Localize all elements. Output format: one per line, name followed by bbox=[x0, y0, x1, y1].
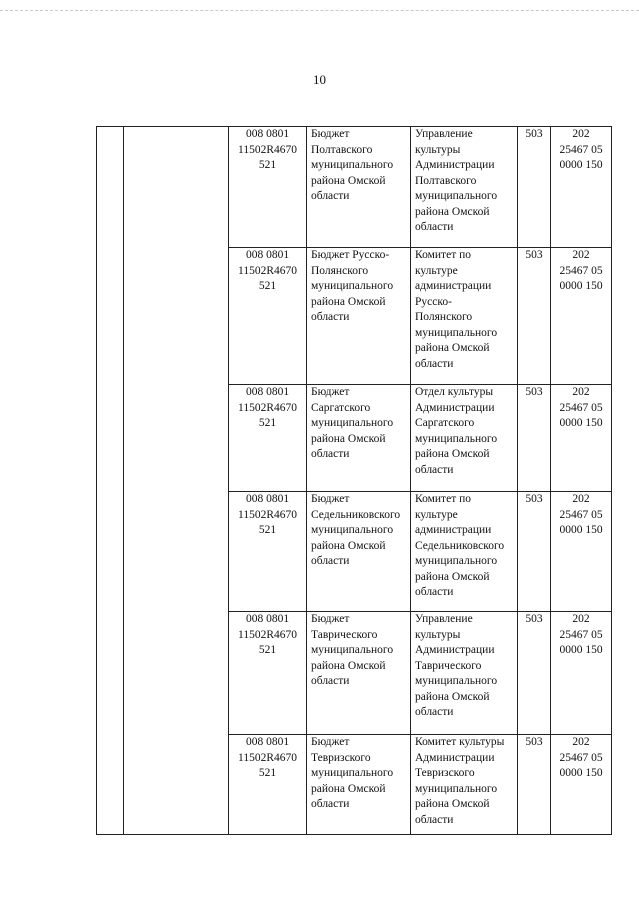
number-cell: 503 bbox=[518, 735, 551, 835]
number-cell: 503 bbox=[518, 612, 551, 735]
kbk-cell: 202 25467 05 0000 150 bbox=[551, 385, 612, 492]
budget-name-cell: Бюджет Тевризского муниципального района Омской области bbox=[307, 735, 411, 835]
administrator-cell: Управление культуры Администрации Таврического муниципального района Омской области bbox=[411, 612, 518, 735]
number-cell: 503 bbox=[518, 385, 551, 492]
number-cell: 503 bbox=[518, 492, 551, 612]
budget-table bbox=[96, 126, 612, 835]
administrator-cell: Комитет культуры Администрации Тевризского муниципального района Омской области bbox=[411, 735, 518, 835]
budget-name-cell: Бюджет Полтавского муниципального района Омской области bbox=[307, 127, 411, 248]
code-cell: 008 0801 11502R4670 521 bbox=[229, 248, 307, 385]
code-cell: 008 0801 11502R4670 521 bbox=[229, 492, 307, 612]
kbk-cell: 202 25467 05 0000 150 bbox=[551, 735, 612, 835]
table-row bbox=[97, 127, 612, 248]
empty-cell-left bbox=[97, 127, 124, 835]
administrator-cell: Управление культуры Администрации Полтавского муниципального района Омской области bbox=[411, 127, 518, 248]
empty-cell-wide bbox=[124, 127, 229, 835]
administrator-cell: Комитет по культуре администрации Русско- Полянского муниципального района Омской области bbox=[411, 248, 518, 385]
number-cell: 503 bbox=[518, 127, 551, 248]
budget-name-cell: Бюджет Саргатского муниципального района Омской области bbox=[307, 385, 411, 492]
kbk-cell: 202 25467 05 0000 150 bbox=[551, 612, 612, 735]
budget-name-cell: Бюджет Русско- Полянского муниципального района Омской области bbox=[307, 248, 411, 385]
administrator-cell: Отдел культуры Администрации Саргатского муниципального района Омской области bbox=[411, 385, 518, 492]
number-cell: 503 bbox=[518, 248, 551, 385]
budget-name-cell: Бюджет Седельниковского муниципального района Омской области bbox=[307, 492, 411, 612]
administrator-cell: Комитет по культуре администрации Седельниковского муниципального района Омской области bbox=[411, 492, 518, 612]
budget-name-cell: Бюджет Таврического муниципального района Омской области bbox=[307, 612, 411, 735]
page-number: 10 bbox=[313, 72, 326, 87]
code-cell: 008 0801 11502R4670 521 bbox=[229, 735, 307, 835]
kbk-cell: 202 25467 05 0000 150 bbox=[551, 127, 612, 248]
code-cell: 008 0801 11502R4670 521 bbox=[229, 127, 307, 248]
code-cell: 008 0801 11502R4670 521 bbox=[229, 612, 307, 735]
kbk-cell: 202 25467 05 0000 150 bbox=[551, 248, 612, 385]
scan-edge-line bbox=[0, 10, 639, 11]
code-cell: 008 0801 11502R4670 521 bbox=[229, 385, 307, 492]
kbk-cell: 202 25467 05 0000 150 bbox=[551, 492, 612, 612]
